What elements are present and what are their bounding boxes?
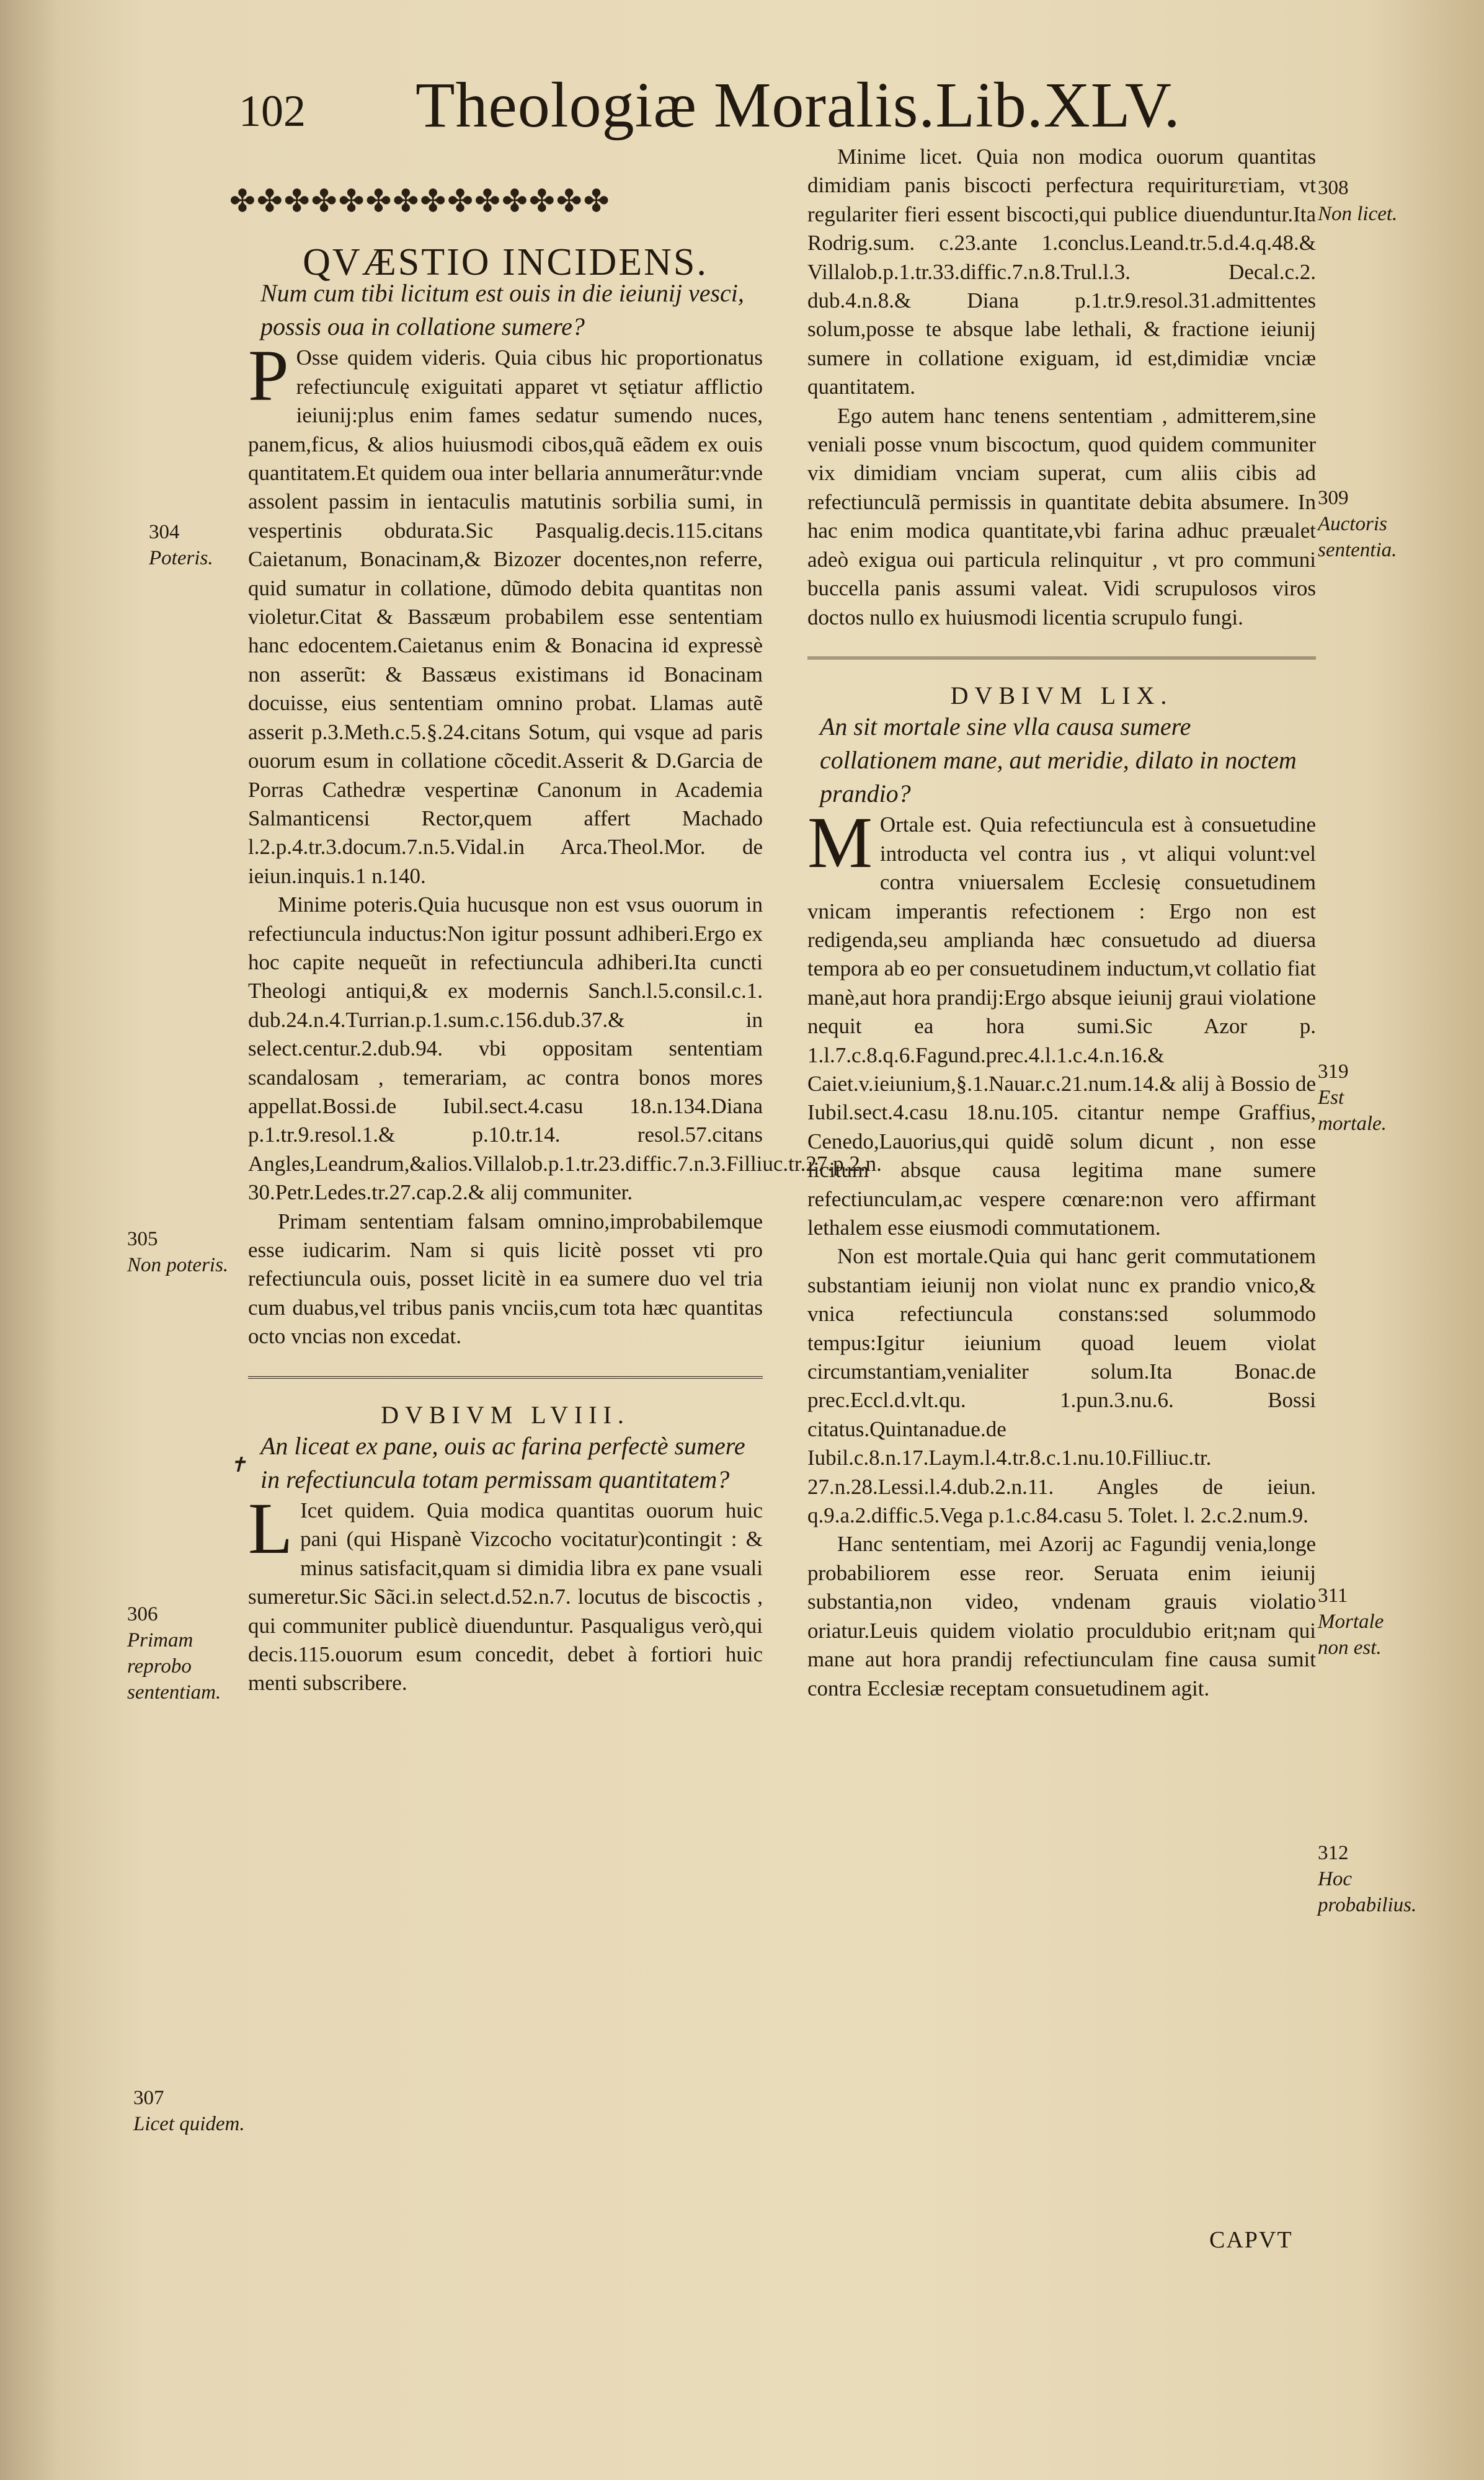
margin-note-304: 304 Poteris.: [149, 521, 213, 569]
paragraph-308: Minime licet. Quia non modica ouorum quantitas dimidiam panis biscocti perfectura requiriturετiam, vt regulariter fieri essent biscocti,qui publice diuenduntur.Ita Rodrig.sum. c.23.ante 1.conclus.Leand.tr.5.d.4.q.48.& Villalob.p.1.tr.33.diffic.7.n.8.Trul.l.3. Decal.c.2. dub.4.n.8.& Diana p.1.tr.9.resol.31.admittentes solum,posse te absque labe lethali, & fractione ieiunij sumere in collatione exiguam, id est,dimidiæ vnciæ quantitatem.: [807, 144, 1316, 399]
margin-note-311: 311 Mortale non est.: [1318, 1584, 1384, 1659]
paragraph-309: Ego autem hanc tenens sententiam , admitterem,sine veniali posse vnum biscoctum, quod quidem communiter vix dimidiam vnciam superat, cum aliis cibis ad refectiunculã permissis in quantitate debita absumere. In hac enim modica quantitate,vbi farina adhuc præualet adeò exigua oui particula relinquitur , vt pro communi buccella panis assumi valeat. Vidi scrupulosos viros doctos nullo ex huiusmodi licentia scrupulo fungi.: [807, 403, 1316, 629]
margin-mark: ✝: [229, 1454, 247, 1477]
section-divider: [248, 1376, 763, 1379]
section-divider: [807, 657, 1316, 659]
margin-note-308: 308 Non licet.: [1318, 177, 1398, 225]
dubium-58-heading: DVBIVM LVIII.: [381, 1400, 630, 1429]
paragraph-306: Primam sententiam falsam omnino,improbabilemque esse iudicarim. Nam si quis licitè posset vti pro refectiuncula ouis, posset licitè in ea sumere duo vel tria cum duabus,vel tribus panis vnciis,cum tota hæc quantitas octo vncias non excedat.: [248, 1209, 763, 1349]
margin-note-312: 312 Hoc probabilius.: [1318, 1842, 1417, 1916]
drop-cap: L: [248, 1488, 293, 1570]
dubium-59-question: An sit mortale sine vlla causa sumere collationem mane, aut meridie, dilato in noctem prandio?: [820, 713, 1297, 808]
right-column: [807, 143, 1316, 1703]
paragraph-text: Ortale est. Quia refectiuncula est à consuetudine introducta vel contra ius , vt aliqui volunt:vel contra vniuersalem Ecclesię consuetudinem vnicam imperantis refectionem : Ergo non est redigenda,seu amplianda hæc consuetudo ad diuersa tempora ab eo per consuetudinem inductum,vt collatio fiat manè,aut hora prandij:Ergo absque ieiunij graui violatione nequit ea hora sumi.Sic Azor p. 1.l.7.c.8.q.6.Fagund.prec.4.l.1.c.4.n.16.& Caiet.v.ieiunium,§.1.Nauar.c.21.num.14.& alij à Bossio de Iubil.sect.4.casu 18.nu.105. citantur nempe Graffius, Cenedo,Lauorius,qui quidẽ solum dicunt , non esse licitum absque causa legitima mane sumere refectiunculam,ac vespere cœnare:non vero affirmant lethalem esse eiusmodi commutationem.: [807, 812, 1316, 1240]
margin-note-310: 319 Est mortale.: [1318, 1060, 1387, 1135]
dubium-58-question: An liceat ex pane, ouis ac farina perfectè sumere in refectiuncula totam permissam quantitatem?: [260, 1432, 745, 1494]
page-header: [239, 68, 1324, 143]
question-heading: QVÆSTIO INCIDENS.: [303, 241, 708, 283]
margin-note-307: 307 Licet quidem.: [133, 2087, 245, 2135]
margin-note-309: 309 Auctoris sententia.: [1318, 487, 1397, 561]
margin-note-305: 305 Non poteris.: [127, 1228, 229, 1276]
paragraph-304: [248, 335, 763, 891]
drop-cap: M: [807, 802, 873, 884]
paragraph-310: [807, 802, 1316, 1242]
paragraph-311: Non est mortale.Quia qui hanc gerit commutationem substantiam ieiunij non violat nunc ex prandio vnico,& vnica refectiuncula constans:sed solummodo tempus:Igitur ieiunium quoad leuem violat circumstantiam,venialiter solum.Ita Bonac.de prec.Eccl.d.vlt.qu. 1.pun.3.nu.6. Bossi citatus.Quintanadue.de Iubil.c.8.n.17.Laym.l.4.tr.8.c.1.nu.10.Filliuc.tr. 27.n.28.Lessi.l.4.dub.2.n.11. Angles de ieiun. q.9.a.2.diffic.5.Vega p.1.c.84.casu 5. Tolet. l. 2.c.2.num.9.: [807, 1244, 1316, 1528]
page-number: 102: [239, 86, 306, 136]
paragraph-312: Hanc sententiam, mei Azorij ac Fagundij venia,longe probabiliorem esse reor. Seruata enim ieiunij substantia,non video, vndenam grauis violatio oriatur.Leuis quidem violatio proculdubio erit;nam qui mane aut hora prandij refectiunculam fine causa sumit contra Ecclesiæ receptam consuetudinem agit.: [807, 1532, 1316, 1700]
drop-cap: P: [248, 335, 289, 417]
paragraph-307: [248, 1488, 763, 1698]
left-column: [248, 241, 882, 1698]
decorative-ornament-band: ✤✤✤✤✤✤✤✤✤✤✤✤✤✤: [229, 183, 611, 219]
catchword: CAPVT: [1209, 2227, 1293, 2253]
paragraph-text: Osse quidem videris. Quia cibus hic proportionatus refectiunculę exiguitati apparet vt sętiatur afflictio ieiunij:plus enim fames sedatur sumendo nuces, panem,ficus, & alios huiusmodi cibos,quã eãdem ex ouis quantitatem.Et quidem oua inter bellaria annumerãtur:vnde assolent passim in ientaculis matutinis sorbilia sumi, in vespertinis obdurata.Sic Pasqualig.decis.115.citans Caietanum, Bonacinam,& Bizozer docentes,non referre, quid sumatur in collatione, dũmodo debita quantitas non violetur.Citat & Bassæum probabilem esse sententiam hanc edocentem.Caietanus enim & Bonacina id expressè non asserũt: & Bassæus existimans id Bonacinam docuisse, eius sententiam omnino probat. Llamas autẽ asserit p.3.Meth.c.5.§.24.citans Sotum, qui vsque ad paris ouorum esum in collatione cõcedit.Asserit & D.Garcia de Porras Cathedræ vespertinæ Canonum in Academia Salmanticensi Rector,quem affert Machado l.2.p.4.tr.3.docum.7.n.5.Vidal.in Arca.Theol.Mor. de ieiun.inquis.1 n.140.: [248, 345, 763, 888]
paragraph-text: Icet quidem. Quia modica quantitas ouorum huic pani (qui Hispanè Vizcocho vocitatur)contingit : & minus satisfacit,quam si dimidia libra ex pane vsuali sumeretur.Sic Sãci.in select.d.52.n.7. locutus de biscoctis , qui communiter publicè diuenduntur. Pasqualigus verò,qui decis.115.ouorum esum concedit, debet à fortiori huic menti subscribere.: [248, 1498, 763, 1696]
dubium-59-heading: DVBIVM LIX.: [950, 681, 1173, 709]
paragraph-305: Minime poteris.Quia hucusque non est vsus ouorum in refectiuncula inductus:Non igitur possunt adhiberi.Ergo ex hoc capite nequeũt in refectiuncula adhiberi.Ita cuncti Theologi antiqui,& ex modernis Sanch.l.5.consil.c.1. dub.24.n.4.Turrian.p.1.sum.c.156.dub.37.& in select.centur.2.dub.94. vbi oppositam sententiam scandalosam , temerariam, ac contra bonos mores appellat.Bossi.de Iubil.sect.4.casu 18.n.134.Diana p.1.tr.9.resol.1.& p.10.tr.14. resol.57.citans Angles,Leandrum,&alios.Villalob.p.1.tr.23.diffic.7.n.3.Filliuc.tr.27.p.2.n. 30.Petr.Ledes.tr.27.cap.2.& alij communiter.: [248, 892, 882, 1205]
margin-note-306: 306 Primam reprobo sententiam.: [127, 1603, 221, 1704]
running-title: Theologiæ Moralis.Lib.XLV.: [415, 69, 1181, 141]
question-text: Num cum tibi licitum est ouis in die ieiunij vesci, possis oua in collatione sumere?: [260, 279, 744, 341]
